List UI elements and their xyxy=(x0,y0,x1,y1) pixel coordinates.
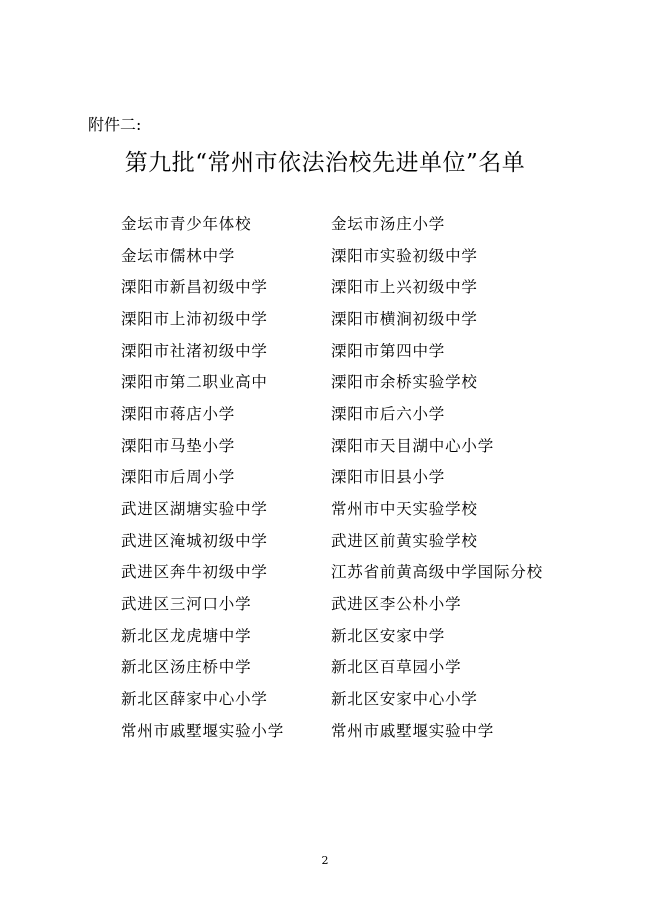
school-name: 溧阳市上沛初级中学 xyxy=(121,309,268,328)
school-name: 新北区薛家中心小学 xyxy=(121,690,268,709)
school-name: 武进区前黄实验学校 xyxy=(331,531,478,550)
school-name: 溧阳市旧县小学 xyxy=(331,468,446,487)
school-name: 金坛市儒林中学 xyxy=(121,246,236,265)
school-name: 溧阳市实验初级中学 xyxy=(331,246,478,265)
school-name: 溧阳市后周小学 xyxy=(121,468,236,487)
school-name: 溧阳市横涧初级中学 xyxy=(331,309,478,328)
school-name: 常州市戚墅堰实验小学 xyxy=(121,721,285,740)
school-name: 新北区百草园小学 xyxy=(331,658,462,677)
list-row xyxy=(121,493,581,525)
list-row xyxy=(121,588,581,620)
list-row xyxy=(121,462,581,494)
list-row xyxy=(121,557,581,589)
list-row xyxy=(121,430,581,462)
school-name: 溧阳市蒋店小学 xyxy=(121,404,236,423)
list-row xyxy=(121,683,581,715)
school-name: 溧阳市余桥实验学校 xyxy=(331,373,478,392)
list-row xyxy=(121,715,581,747)
school-list xyxy=(121,208,581,747)
school-name: 金坛市青少年体校 xyxy=(121,214,252,233)
school-name: 武进区奔牛初级中学 xyxy=(121,563,268,582)
page-number: 2 xyxy=(321,854,329,867)
school-name: 溧阳市马垫小学 xyxy=(121,436,236,455)
list-row xyxy=(121,620,581,652)
list-row xyxy=(121,240,581,272)
list-row xyxy=(121,398,581,430)
school-name: 溧阳市第四中学 xyxy=(331,341,446,360)
school-name: 金坛市汤庄小学 xyxy=(331,214,446,233)
school-name: 溧阳市新昌初级中学 xyxy=(121,278,268,297)
attachment-label: 附件二: xyxy=(88,115,142,134)
list-row xyxy=(121,525,581,557)
school-name: 溧阳市第二职业高中 xyxy=(121,373,268,392)
school-name: 江苏省前黄高级中学国际分校 xyxy=(331,563,543,582)
list-row xyxy=(121,366,581,398)
list-row xyxy=(121,335,581,367)
list-row xyxy=(121,271,581,303)
school-name: 溧阳市天目湖中心小学 xyxy=(331,436,495,455)
list-row xyxy=(121,303,581,335)
document-title: 第九批“常州市依法治校先进单位”名单 xyxy=(124,150,526,176)
school-name: 常州市戚墅堰实验中学 xyxy=(331,721,495,740)
list-row xyxy=(121,208,581,240)
school-name: 新北区汤庄桥中学 xyxy=(121,658,252,677)
school-name: 武进区李公朴小学 xyxy=(331,595,462,614)
school-name: 新北区安家中学 xyxy=(331,626,446,645)
list-row xyxy=(121,652,581,684)
school-name: 武进区湖塘实验中学 xyxy=(121,500,268,519)
school-name: 武进区三河口小学 xyxy=(121,595,252,614)
school-name: 常州市中天实验学校 xyxy=(331,500,478,519)
school-name: 溧阳市上兴初级中学 xyxy=(331,278,478,297)
school-name: 新北区龙虎塘中学 xyxy=(121,626,252,645)
school-name: 溧阳市社渚初级中学 xyxy=(121,341,268,360)
school-name: 武进区淹城初级中学 xyxy=(121,531,268,550)
school-name: 溧阳市后六小学 xyxy=(331,404,446,423)
school-name: 新北区安家中心小学 xyxy=(331,690,478,709)
